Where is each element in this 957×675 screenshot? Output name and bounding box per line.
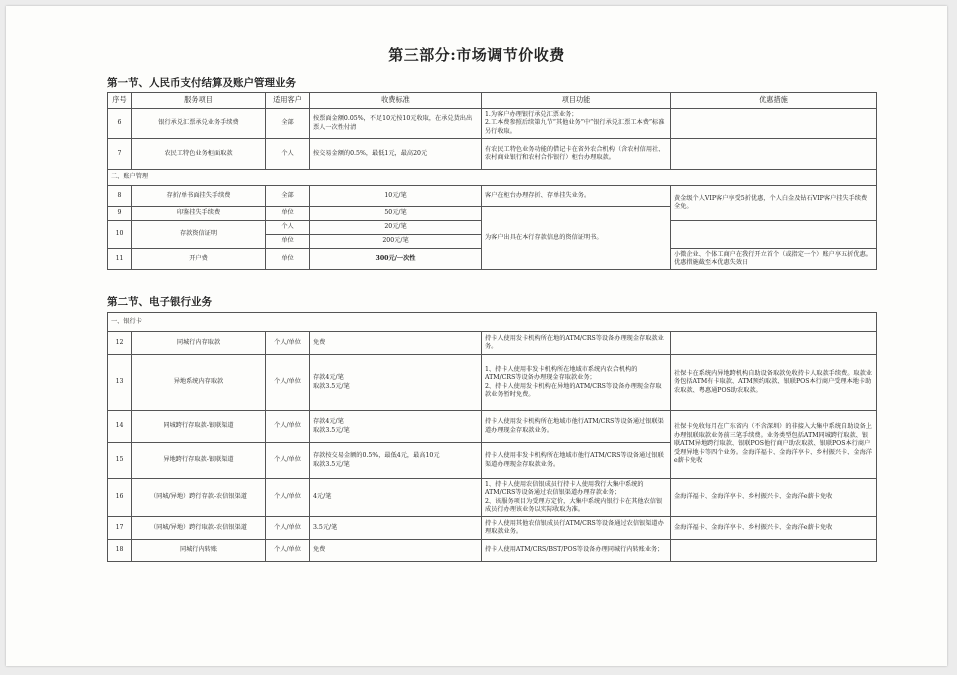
cell-fee: 按票面金额0.05%，不足10元按10元收取，在承兑货出出票人一次性付清: [310, 109, 482, 139]
cell-item: 存款资信证明: [132, 221, 266, 249]
cell-discount: 小微企业、个体工商户在我行开立首个（或指定一个）账户享五折优惠。优惠措施截至本优惠失效日: [671, 249, 877, 270]
cell-customer: 个人/单位: [266, 443, 310, 479]
cell-discount: [671, 109, 877, 139]
header-item: 服务项目: [132, 93, 266, 109]
cell-function: 1.为客户办理银行承兑汇票业务； 2.工本费参照后续第九节“其他业务”中“银行承兑汇票工本费”标准另行收取。: [482, 109, 671, 139]
cell-item: 开户费: [132, 249, 266, 270]
document-page: [6, 6, 947, 666]
header-discount: 优惠措施: [671, 93, 877, 109]
cell-customer: 全部: [266, 109, 310, 139]
cell-no: 18: [108, 540, 132, 562]
document-title: 第三部分:市场调节价收费: [388, 46, 565, 64]
cell-fee: 300元/一次性: [310, 249, 482, 270]
cell-no: 10: [108, 221, 132, 249]
cell-fee: 10元/笔: [310, 186, 482, 207]
cell-item: 异地跨行存取款-银联渠道: [132, 443, 266, 479]
cell-discount: [671, 332, 877, 355]
cell-discount: [671, 540, 877, 562]
cell-no: 15: [108, 443, 132, 479]
cell-customer: 个人/单位: [266, 517, 310, 540]
cell-no: 16: [108, 479, 132, 517]
cell-customer: 单位: [266, 249, 310, 270]
cell-customer: 个人/单位: [266, 479, 310, 517]
cell-discount: 社保卡在系统内异地跨机构自助设备取款免收持卡人取款手续费。取款业务包括ATM有卡取款、ATM预约取款、银联POS本行商户受理本地卡助农取款、粤惠通POS助农取款。: [671, 355, 877, 411]
header-customer: 适用客户: [266, 93, 310, 109]
cell-function: 1、持卡人使用农信银成员行持卡人使用我行大集中系统的ATM/CRS等设备通过农信银渠道办理存款业务； 2、该服务项目为受理方定价，大集中系统内银行卡在其他农信银成员行办理该业务以实际收取为准。: [482, 479, 671, 517]
cell-customer: 个人/单位: [266, 355, 310, 411]
cell-item: 同城跨行存取款-银联渠道: [132, 411, 266, 443]
cell-customer: 全部: [266, 186, 310, 207]
subsection-row: [108, 313, 877, 332]
header-function: 项目功能: [482, 93, 671, 109]
table-row: [108, 139, 877, 170]
table-row: [108, 332, 877, 355]
subsection-account-management: 二、账户管理: [108, 170, 877, 186]
cell-customer: 个人: [266, 221, 310, 235]
cell-discount: 黄金级个人VIP客户享受5折优惠，个人白金及钻石VIP客户挂失手续费全免。: [671, 186, 877, 221]
cell-fee: 存款4元/笔 取款3.5元/笔: [310, 355, 482, 411]
cell-item: 同城行内转账: [132, 540, 266, 562]
cell-customer: 单位: [266, 235, 310, 249]
cell-fee: 3.5元/笔: [310, 517, 482, 540]
table-row: [108, 479, 877, 517]
cell-function: 为客户出具在本行存款信息的资信证明书。: [482, 207, 671, 270]
table-row: [108, 355, 877, 411]
subsection-row: [108, 170, 877, 186]
cell-customer: 个人/单位: [266, 332, 310, 355]
cell-no: 12: [108, 332, 132, 355]
section2-heading: 第二节、电子银行业务: [107, 296, 212, 308]
cell-no: 11: [108, 249, 132, 270]
table-row: [108, 109, 877, 139]
cell-item: 同城行内存取款: [132, 332, 266, 355]
cell-function: 持卡人使用发卡机构所在地的ATM/CRS等设备办理现金存取款业务。: [482, 332, 671, 355]
cell-function: 1、持卡人使用非发卡机构所在地域市系统内农合机构的ATM/CRS等设备办理现金存取款业务； 2、持卡人使用发卡机构在异地的ATM/CRS等设备办理现金存取款业务暂时免费。: [482, 355, 671, 411]
cell-customer: 个人: [266, 139, 310, 170]
cell-item: 银行承兑汇票承兑业务手续费: [132, 109, 266, 139]
cell-function: 持卡人使用ATM/CRS/BST/POS等设备办理同城行内转账业务；: [482, 540, 671, 562]
cell-item: 农民工特色业务柜面取款: [132, 139, 266, 170]
cell-function: 客户在柜台办理存折、存单挂失业务。: [482, 186, 671, 207]
cell-discount: [671, 221, 877, 249]
cell-item: （同城/异地）跨行取款-农信银渠道: [132, 517, 266, 540]
cell-no: 14: [108, 411, 132, 443]
fee-table-section1: [107, 92, 877, 270]
table-row: [108, 186, 877, 207]
header-no: 序号: [108, 93, 132, 109]
table-row: [108, 540, 877, 562]
cell-fee: 200元/笔: [310, 235, 482, 249]
cell-item: （同城/异地）跨行存款-农信银渠道: [132, 479, 266, 517]
subsection-bank-card: 一、银行卡: [108, 313, 877, 332]
table-row: [108, 517, 877, 540]
cell-fee: 20元/笔: [310, 221, 482, 235]
table-row: [108, 411, 877, 443]
cell-function: 持卡人使用发卡机构所在地域市他行ATM/CRS等设备通过银联渠道办理现金存取款业务。: [482, 411, 671, 443]
cell-customer: 个人/单位: [266, 540, 310, 562]
cell-fee: 免费: [310, 540, 482, 562]
cell-no: 7: [108, 139, 132, 170]
table-header-row: [108, 93, 877, 109]
cell-discount: [671, 139, 877, 170]
cell-function: 持卡人使用非发卡机构所在地域市他行ATM/CRS等设备通过银联渠道办理现金存取款业务。: [482, 443, 671, 479]
section1-heading: 第一节、人民币支付结算及账户管理业务: [107, 77, 296, 89]
cell-item: 印鉴挂失手续费: [132, 207, 266, 221]
cell-item: 异地系统内存取款: [132, 355, 266, 411]
cell-function: 持卡人使用其他农信银成员行ATM/CRS等设备通过农信银渠道办理取款业务。: [482, 517, 671, 540]
cell-no: 9: [108, 207, 132, 221]
cell-customer: 单位: [266, 207, 310, 221]
cell-fee: 按交易金额的0.5%，最低1元，最高20元: [310, 139, 482, 170]
cell-discount: 金海洋福卡、金海洋享卡、乡村振兴卡、金海洋e薪卡免收: [671, 517, 877, 540]
cell-no: 8: [108, 186, 132, 207]
cell-function: 有农民工特色业务功能的借记卡在省外农合机构（含农村信用社、农村商业银行和农村合作银行）柜台办理取款。: [482, 139, 671, 170]
cell-customer: 个人/单位: [266, 411, 310, 443]
cell-fee: 免费: [310, 332, 482, 355]
cell-fee: 50元/笔: [310, 207, 482, 221]
cell-discount: 社保卡免收每月在广东省内（不含深圳）的非接入大集中系统自助设备上办理银联取款业务前三笔手续费。业务类型包括ATM同城跨行取款、银联ATM异地跨行取款、银联POS他行商户助农取款、银联POS本行商户受理异地卡等四个业务。金海洋福卡、金海洋享卡、乡村振兴卡、金海洋e薪卡免收: [671, 411, 877, 479]
cell-discount: 金海洋福卡、金海洋享卡、乡村振兴卡、金海洋e薪卡免收: [671, 479, 877, 517]
cell-no: 13: [108, 355, 132, 411]
fee-table-section2: [107, 312, 877, 562]
cell-fee: 存款按交易金额的0.5%，最低4元，最高10元 取款3.5元/笔: [310, 443, 482, 479]
header-fee: 收费标准: [310, 93, 482, 109]
cell-no: 6: [108, 109, 132, 139]
cell-fee: 4元/笔: [310, 479, 482, 517]
cell-no: 17: [108, 517, 132, 540]
cell-item: 存折/单书面挂失手续费: [132, 186, 266, 207]
cell-fee: 存款4元/笔 取款3.5元/笔: [310, 411, 482, 443]
